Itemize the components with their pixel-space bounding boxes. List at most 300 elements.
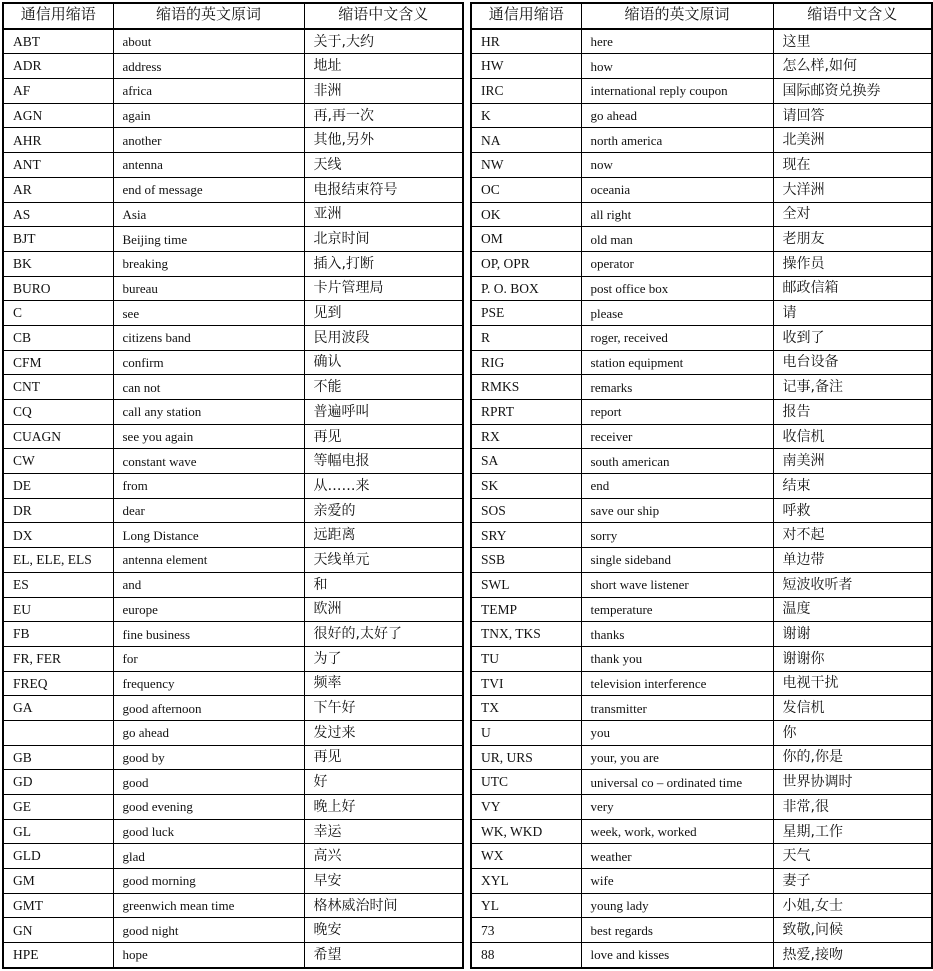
cell-english-term: week, work, worked: [581, 819, 773, 844]
cell-abbreviation: ABT: [3, 29, 113, 54]
cell-chinese-meaning: 南美洲: [773, 449, 932, 474]
cell-english-term: love and kisses: [581, 943, 773, 968]
table-row: [3, 29, 463, 54]
cell-abbreviation: GN: [3, 918, 113, 943]
cell-chinese-meaning: 请: [773, 301, 932, 326]
cell-chinese-meaning: 见到: [304, 301, 463, 326]
cell-english-term: about: [113, 29, 304, 54]
cell-chinese-meaning: 电视干扰: [773, 671, 932, 696]
cell-chinese-meaning: 关于,大约: [304, 29, 463, 54]
table-row: [3, 251, 463, 276]
cell-english-term: go ahead: [113, 720, 304, 745]
cell-chinese-meaning: 现在: [773, 153, 932, 178]
cell-chinese-meaning: 报告: [773, 400, 932, 425]
table-row: [3, 893, 463, 918]
cell-abbreviation: RX: [471, 424, 581, 449]
cell-chinese-meaning: 对不起: [773, 523, 932, 548]
cell-english-term: good morning: [113, 869, 304, 894]
cell-english-term: greenwich mean time: [113, 893, 304, 918]
cell-abbreviation: YL: [471, 893, 581, 918]
cell-abbreviation: SOS: [471, 498, 581, 523]
cell-english-term: see you again: [113, 424, 304, 449]
table-row: [471, 671, 932, 696]
cell-chinese-meaning: 其他,另外: [304, 128, 463, 153]
cell-abbreviation: UTC: [471, 770, 581, 795]
cell-english-term: transmitter: [581, 696, 773, 721]
cell-chinese-meaning: 北美洲: [773, 128, 932, 153]
table-row: [3, 449, 463, 474]
cell-abbreviation: CFM: [3, 350, 113, 375]
cell-abbreviation: FREQ: [3, 671, 113, 696]
table-row: [3, 943, 463, 968]
cell-chinese-meaning: 晚上好: [304, 795, 463, 820]
cell-english-term: frequency: [113, 671, 304, 696]
cell-english-term: antenna: [113, 153, 304, 178]
cell-english-term: old man: [581, 227, 773, 252]
cell-chinese-meaning: 这里: [773, 29, 932, 54]
cell-english-term: how: [581, 54, 773, 79]
table-row: [471, 375, 932, 400]
cell-english-term: again: [113, 103, 304, 128]
cell-english-term: hope: [113, 943, 304, 968]
cell-chinese-meaning: 收到了: [773, 325, 932, 350]
cell-abbreviation: OK: [471, 202, 581, 227]
table-row: [471, 251, 932, 276]
cell-abbreviation: CNT: [3, 375, 113, 400]
cell-chinese-meaning: 下午好: [304, 696, 463, 721]
abbreviation-table-left: [2, 2, 464, 969]
table-row: [471, 696, 932, 721]
cell-english-term: good evening: [113, 795, 304, 820]
cell-abbreviation: AR: [3, 177, 113, 202]
cell-chinese-meaning: 怎么样,如何: [773, 54, 932, 79]
table-body-right: [471, 29, 932, 968]
table-row: [471, 325, 932, 350]
cell-chinese-meaning: 希望: [304, 943, 463, 968]
cell-chinese-meaning: 插入,打断: [304, 251, 463, 276]
cell-chinese-meaning: 欧洲: [304, 597, 463, 622]
cell-chinese-meaning: 你的,你是: [773, 745, 932, 770]
cell-chinese-meaning: 热爱,接吻: [773, 943, 932, 968]
cell-abbreviation: RPRT: [471, 400, 581, 425]
cell-chinese-meaning: 频率: [304, 671, 463, 696]
cell-chinese-meaning: 远距离: [304, 523, 463, 548]
cell-english-term: africa: [113, 79, 304, 104]
table-row: [3, 276, 463, 301]
cell-abbreviation: CQ: [3, 400, 113, 425]
cell-english-term: all right: [581, 202, 773, 227]
cell-chinese-meaning: 星期,工作: [773, 819, 932, 844]
cell-abbreviation: U: [471, 720, 581, 745]
cell-english-term: south american: [581, 449, 773, 474]
cell-english-term: single sideband: [581, 548, 773, 573]
cell-english-term: good afternoon: [113, 696, 304, 721]
cell-chinese-meaning: 小姐,女士: [773, 893, 932, 918]
table-row: [471, 350, 932, 375]
cell-english-term: weather: [581, 844, 773, 869]
cell-english-term: now: [581, 153, 773, 178]
table-row: [471, 177, 932, 202]
cell-abbreviation: GB: [3, 745, 113, 770]
cell-english-term: here: [581, 29, 773, 54]
cell-abbreviation: XYL: [471, 869, 581, 894]
table-row: [3, 646, 463, 671]
cell-english-term: short wave listener: [581, 572, 773, 597]
cell-english-term: save our ship: [581, 498, 773, 523]
cell-english-term: bureau: [113, 276, 304, 301]
cell-chinese-meaning: 谢谢你: [773, 646, 932, 671]
cell-english-term: roger, received: [581, 325, 773, 350]
cell-english-term: good luck: [113, 819, 304, 844]
table-row: [3, 400, 463, 425]
cell-chinese-meaning: 非常,很: [773, 795, 932, 820]
cell-abbreviation: GLD: [3, 844, 113, 869]
abbreviation-table-right: [470, 2, 933, 969]
cell-english-term: constant wave: [113, 449, 304, 474]
cell-english-term: from: [113, 474, 304, 499]
table-row: [471, 819, 932, 844]
table-row: [471, 572, 932, 597]
cell-english-term: breaking: [113, 251, 304, 276]
cell-english-term: good: [113, 770, 304, 795]
cell-abbreviation: SWL: [471, 572, 581, 597]
cell-chinese-meaning: 电报结束符号: [304, 177, 463, 202]
cell-english-term: go ahead: [581, 103, 773, 128]
cell-english-term: young lady: [581, 893, 773, 918]
cell-chinese-meaning: 和: [304, 572, 463, 597]
table-row: [3, 153, 463, 178]
cell-abbreviation: 73: [471, 918, 581, 943]
table-row: [3, 548, 463, 573]
cell-english-term: you: [581, 720, 773, 745]
cell-abbreviation: GM: [3, 869, 113, 894]
table-row: [471, 720, 932, 745]
table-row: [3, 597, 463, 622]
cell-chinese-meaning: 为了: [304, 646, 463, 671]
cell-abbreviation: AF: [3, 79, 113, 104]
table-row: [3, 301, 463, 326]
cell-chinese-meaning: 结束: [773, 474, 932, 499]
cell-english-term: thank you: [581, 646, 773, 671]
cell-chinese-meaning: 普遍呼叫: [304, 400, 463, 425]
cell-abbreviation: ES: [3, 572, 113, 597]
header-abbreviation: 通信用缩语: [471, 3, 581, 29]
cell-abbreviation: NA: [471, 128, 581, 153]
cell-chinese-meaning: 电台设备: [773, 350, 932, 375]
cell-abbreviation: FB: [3, 622, 113, 647]
table-row: [471, 103, 932, 128]
cell-abbreviation: PSE: [471, 301, 581, 326]
cell-abbreviation: TNX, TKS: [471, 622, 581, 647]
cell-chinese-meaning: 致敬,问候: [773, 918, 932, 943]
table-row: [471, 918, 932, 943]
cell-abbreviation: AS: [3, 202, 113, 227]
cell-english-term: confirm: [113, 350, 304, 375]
cell-abbreviation: R: [471, 325, 581, 350]
table-row: [3, 375, 463, 400]
cell-abbreviation: ADR: [3, 54, 113, 79]
cell-abbreviation: GL: [3, 819, 113, 844]
cell-chinese-meaning: 单边带: [773, 548, 932, 573]
header-abbreviation: 通信用缩语: [3, 3, 113, 29]
cell-english-term: citizens band: [113, 325, 304, 350]
cell-english-term: remarks: [581, 375, 773, 400]
cell-english-term: please: [581, 301, 773, 326]
cell-english-term: good by: [113, 745, 304, 770]
cell-english-term: Beijing time: [113, 227, 304, 252]
table-row: [3, 770, 463, 795]
table-row: [471, 79, 932, 104]
cell-chinese-meaning: 亚洲: [304, 202, 463, 227]
cell-abbreviation: EL, ELE, ELS: [3, 548, 113, 573]
table-row: [3, 79, 463, 104]
cell-chinese-meaning: 妻子: [773, 869, 932, 894]
cell-chinese-meaning: 不能: [304, 375, 463, 400]
table-row: [471, 474, 932, 499]
cell-english-term: antenna element: [113, 548, 304, 573]
cell-english-term: dear: [113, 498, 304, 523]
cell-chinese-meaning: 从……来: [304, 474, 463, 499]
table-row: [471, 893, 932, 918]
table-row: [3, 103, 463, 128]
abbreviation-tables: [2, 2, 931, 968]
header-chinese-meaning: 缩语中文含义: [773, 3, 932, 29]
cell-abbreviation: ANT: [3, 153, 113, 178]
table-row: [3, 325, 463, 350]
cell-chinese-meaning: 你: [773, 720, 932, 745]
cell-abbreviation: RMKS: [471, 375, 581, 400]
table-row: [471, 276, 932, 301]
cell-abbreviation: CUAGN: [3, 424, 113, 449]
cell-abbreviation: C: [3, 301, 113, 326]
table-row: [471, 844, 932, 869]
cell-english-term: universal co – ordinated time: [581, 770, 773, 795]
cell-abbreviation: WX: [471, 844, 581, 869]
table-row: [3, 622, 463, 647]
cell-english-term: europe: [113, 597, 304, 622]
cell-english-term: very: [581, 795, 773, 820]
cell-chinese-meaning: 高兴: [304, 844, 463, 869]
cell-abbreviation: CW: [3, 449, 113, 474]
cell-chinese-meaning: 邮政信箱: [773, 276, 932, 301]
cell-english-term: address: [113, 54, 304, 79]
header-row: [471, 3, 932, 29]
cell-chinese-meaning: 发过来: [304, 720, 463, 745]
cell-abbreviation: BURO: [3, 276, 113, 301]
cell-chinese-meaning: 请回答: [773, 103, 932, 128]
table-row: [471, 54, 932, 79]
table-row: [3, 869, 463, 894]
table-row: [471, 869, 932, 894]
cell-english-term: and: [113, 572, 304, 597]
table-row: [3, 498, 463, 523]
header-english-term: 缩语的英文原词: [113, 3, 304, 29]
cell-abbreviation: WK, WKD: [471, 819, 581, 844]
cell-abbreviation: OP, OPR: [471, 251, 581, 276]
cell-abbreviation: SRY: [471, 523, 581, 548]
cell-chinese-meaning: 天气: [773, 844, 932, 869]
cell-english-term: station equipment: [581, 350, 773, 375]
cell-chinese-meaning: 谢谢: [773, 622, 932, 647]
cell-english-term: glad: [113, 844, 304, 869]
cell-english-term: for: [113, 646, 304, 671]
cell-chinese-meaning: 世界协调时: [773, 770, 932, 795]
table-row: [3, 128, 463, 153]
cell-chinese-meaning: 地址: [304, 54, 463, 79]
cell-chinese-meaning: 幸运: [304, 819, 463, 844]
cell-english-term: call any station: [113, 400, 304, 425]
cell-abbreviation: BK: [3, 251, 113, 276]
cell-abbreviation: TEMP: [471, 597, 581, 622]
cell-chinese-meaning: 收信机: [773, 424, 932, 449]
cell-chinese-meaning: 再,再一次: [304, 103, 463, 128]
cell-abbreviation: EU: [3, 597, 113, 622]
table-row: [471, 202, 932, 227]
cell-abbreviation: RIG: [471, 350, 581, 375]
cell-abbreviation: VY: [471, 795, 581, 820]
cell-english-term: post office box: [581, 276, 773, 301]
cell-chinese-meaning: 亲爱的: [304, 498, 463, 523]
cell-abbreviation: OC: [471, 177, 581, 202]
cell-chinese-meaning: 天线单元: [304, 548, 463, 573]
table-row: [471, 498, 932, 523]
cell-english-term: north america: [581, 128, 773, 153]
cell-abbreviation: [3, 720, 113, 745]
cell-english-term: can not: [113, 375, 304, 400]
table-row: [471, 153, 932, 178]
cell-abbreviation: SA: [471, 449, 581, 474]
table-row: [3, 202, 463, 227]
cell-abbreviation: DR: [3, 498, 113, 523]
cell-chinese-meaning: 国际邮资兑换券: [773, 79, 932, 104]
cell-chinese-meaning: 老朋友: [773, 227, 932, 252]
table-row: [471, 597, 932, 622]
table-row: [3, 424, 463, 449]
table-row: [3, 696, 463, 721]
table-row: [471, 301, 932, 326]
cell-english-term: see: [113, 301, 304, 326]
table-row: [471, 548, 932, 573]
cell-chinese-meaning: 天线: [304, 153, 463, 178]
table-row: [471, 943, 932, 968]
cell-english-term: report: [581, 400, 773, 425]
cell-english-term: Long Distance: [113, 523, 304, 548]
table-row: [471, 227, 932, 252]
cell-abbreviation: OM: [471, 227, 581, 252]
cell-abbreviation: GE: [3, 795, 113, 820]
table-row: [471, 424, 932, 449]
table-row: [471, 745, 932, 770]
table-row: [3, 671, 463, 696]
cell-chinese-meaning: 呼救: [773, 498, 932, 523]
cell-chinese-meaning: 短波收听者: [773, 572, 932, 597]
cell-english-term: fine business: [113, 622, 304, 647]
cell-chinese-meaning: 北京时间: [304, 227, 463, 252]
cell-english-term: temperature: [581, 597, 773, 622]
table-row: [3, 350, 463, 375]
cell-abbreviation: HW: [471, 54, 581, 79]
cell-chinese-meaning: 温度: [773, 597, 932, 622]
cell-chinese-meaning: 卡片管理局: [304, 276, 463, 301]
cell-abbreviation: HR: [471, 29, 581, 54]
cell-english-term: sorry: [581, 523, 773, 548]
cell-chinese-meaning: 发信机: [773, 696, 932, 721]
cell-english-term: your, you are: [581, 745, 773, 770]
cell-chinese-meaning: 好: [304, 770, 463, 795]
cell-english-term: end: [581, 474, 773, 499]
cell-abbreviation: 88: [471, 943, 581, 968]
cell-abbreviation: TX: [471, 696, 581, 721]
table-row: [3, 54, 463, 79]
header-row: [3, 3, 463, 29]
cell-chinese-meaning: 记事,备注: [773, 375, 932, 400]
cell-abbreviation: SK: [471, 474, 581, 499]
cell-english-term: receiver: [581, 424, 773, 449]
cell-abbreviation: P. O. BOX: [471, 276, 581, 301]
cell-abbreviation: NW: [471, 153, 581, 178]
cell-chinese-meaning: 非洲: [304, 79, 463, 104]
table-row: [471, 128, 932, 153]
cell-chinese-meaning: 格林威治时间: [304, 893, 463, 918]
table-row: [3, 720, 463, 745]
cell-english-term: thanks: [581, 622, 773, 647]
cell-chinese-meaning: 全对: [773, 202, 932, 227]
header-chinese-meaning: 缩语中文含义: [304, 3, 463, 29]
cell-abbreviation: TU: [471, 646, 581, 671]
table-row: [3, 474, 463, 499]
table-body-left: [3, 29, 463, 968]
cell-english-term: best regards: [581, 918, 773, 943]
cell-abbreviation: AGN: [3, 103, 113, 128]
table-row: [3, 572, 463, 597]
table-row: [471, 29, 932, 54]
cell-abbreviation: UR, URS: [471, 745, 581, 770]
cell-chinese-meaning: 等幅电报: [304, 449, 463, 474]
cell-english-term: television interference: [581, 671, 773, 696]
cell-abbreviation: SSB: [471, 548, 581, 573]
cell-abbreviation: GMT: [3, 893, 113, 918]
cell-abbreviation: HPE: [3, 943, 113, 968]
table-row: [3, 819, 463, 844]
cell-chinese-meaning: 晚安: [304, 918, 463, 943]
cell-english-term: wife: [581, 869, 773, 894]
cell-abbreviation: DE: [3, 474, 113, 499]
cell-english-term: oceania: [581, 177, 773, 202]
cell-abbreviation: FR, FER: [3, 646, 113, 671]
cell-english-term: end of message: [113, 177, 304, 202]
table-row: [471, 523, 932, 548]
table-row: [3, 227, 463, 252]
cell-chinese-meaning: 大洋洲: [773, 177, 932, 202]
table-row: [471, 770, 932, 795]
cell-abbreviation: IRC: [471, 79, 581, 104]
cell-english-term: operator: [581, 251, 773, 276]
table-row: [3, 844, 463, 869]
cell-english-term: good night: [113, 918, 304, 943]
cell-chinese-meaning: 确认: [304, 350, 463, 375]
cell-chinese-meaning: 民用波段: [304, 325, 463, 350]
header-english-term: 缩语的英文原词: [581, 3, 773, 29]
table-row: [471, 400, 932, 425]
table-row: [471, 646, 932, 671]
table-row: [3, 918, 463, 943]
cell-chinese-meaning: 再见: [304, 424, 463, 449]
table-row: [3, 177, 463, 202]
table-row: [3, 523, 463, 548]
cell-abbreviation: AHR: [3, 128, 113, 153]
table-row: [3, 745, 463, 770]
cell-abbreviation: GA: [3, 696, 113, 721]
